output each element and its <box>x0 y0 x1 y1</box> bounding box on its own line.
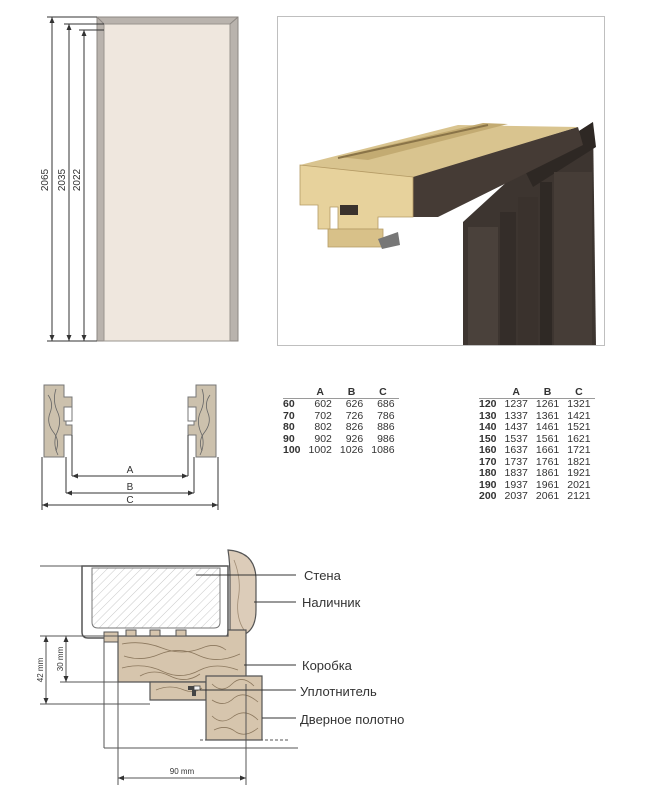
table-cell: 1086 <box>371 444 395 456</box>
frame-width-diagram <box>30 375 240 515</box>
dim-30-label: 30 mm <box>56 646 65 672</box>
table-header-b: B <box>336 385 367 399</box>
dim-2035-label: 2035 <box>57 168 68 192</box>
table-cell: 2121 <box>567 490 591 502</box>
table-cell: 1637 <box>504 444 528 456</box>
table-header-b: B <box>532 385 563 399</box>
table-cell: 1337 <box>504 409 528 422</box>
door-frame-photo <box>277 16 605 346</box>
table-cell: 100 <box>283 444 301 456</box>
table-cell: 602 <box>314 398 332 410</box>
dim-a-label: A <box>126 465 134 476</box>
table-cell: 60 <box>283 398 295 410</box>
door-elevation-drawing <box>0 0 260 360</box>
door-leaf-label: Дверное полотно <box>300 712 405 727</box>
table-row <box>479 445 595 457</box>
table-row <box>479 491 595 503</box>
table-cell: 160 <box>479 444 497 456</box>
dim-2022-label: 2022 <box>72 168 83 192</box>
table-cell: 2061 <box>535 490 560 502</box>
table-cell: 826 <box>345 421 364 433</box>
table-cell: 1237 <box>504 398 528 410</box>
table-cell: 1737 <box>504 455 528 468</box>
wall-label: Стена <box>304 568 341 583</box>
door-frame-section-diagram <box>0 540 650 799</box>
table-cell: 726 <box>345 409 364 422</box>
table-cell: 120 <box>479 398 497 410</box>
table-cell: 1621 <box>567 432 591 445</box>
table-cell: 1521 <box>567 421 591 433</box>
table-cell: 702 <box>314 409 332 422</box>
table-cell: 1026 <box>339 444 364 456</box>
table-cell: 1661 <box>535 444 560 456</box>
table-cell: 200 <box>479 490 497 502</box>
table-cell: 986 <box>377 432 395 445</box>
table-cell: 190 <box>479 478 497 491</box>
table-cell: 886 <box>377 421 395 433</box>
table-cell: 70 <box>283 409 295 422</box>
table-cell: 1261 <box>535 398 560 410</box>
table-header-c: C <box>563 385 594 399</box>
dim-b-label: B <box>126 482 134 493</box>
table-row <box>479 399 595 411</box>
table-cell: 1461 <box>535 421 560 433</box>
table-cell: 130 <box>479 409 497 422</box>
table-cell: 1437 <box>504 421 528 433</box>
table-header-cell <box>283 385 305 399</box>
table-cell: 170 <box>479 455 497 468</box>
table-cell: 902 <box>314 432 332 445</box>
table-cell: 686 <box>377 398 395 410</box>
door-leaf <box>104 24 230 341</box>
table-header-c: C <box>367 385 398 399</box>
table-cell: 1561 <box>535 432 560 445</box>
table-row <box>283 399 399 411</box>
dim-90-label: 90 mm <box>169 767 195 776</box>
table-cell: 140 <box>479 421 497 433</box>
table-cell: 1361 <box>535 409 560 422</box>
table-cell: 2037 <box>504 490 528 502</box>
table-cell: 90 <box>283 432 295 445</box>
table-cell: 150 <box>479 432 497 445</box>
table-cell: 1937 <box>504 478 528 491</box>
table-cell: 1321 <box>567 398 591 410</box>
dim-42-label: 42 mm <box>36 657 45 683</box>
table-cell: 1537 <box>504 432 528 445</box>
frame-label: Коробка <box>302 658 352 673</box>
table-row <box>479 468 595 480</box>
table-cell: 180 <box>479 467 497 479</box>
table-cell: 1837 <box>504 467 528 479</box>
table-row <box>283 422 399 434</box>
table-cell: 626 <box>345 398 364 410</box>
table-cell: 80 <box>283 421 295 433</box>
table-cell: 1002 <box>308 444 332 456</box>
table-header-a: A <box>501 385 532 399</box>
table-row <box>283 445 399 457</box>
table-cell: 802 <box>314 421 332 433</box>
table-cell: 1821 <box>567 455 591 468</box>
casing-label: Наличник <box>302 595 361 610</box>
size-table-narrow <box>283 385 399 457</box>
table-cell: 1761 <box>535 455 560 468</box>
seal-label: Уплотнитель <box>300 684 377 699</box>
table-cell: 1421 <box>567 409 591 422</box>
table-cell: 786 <box>377 409 395 422</box>
table-cell: 1921 <box>567 467 591 479</box>
table-cell: 1861 <box>535 467 560 479</box>
size-table-wide <box>479 385 595 503</box>
table-header-a: A <box>305 385 336 399</box>
table-header-cell <box>479 385 501 399</box>
dim-2065-label: 2065 <box>40 168 51 192</box>
table-cell: 1721 <box>567 444 591 456</box>
table-cell: 2021 <box>567 478 591 491</box>
table-cell: 926 <box>345 432 364 445</box>
table-row <box>479 422 595 434</box>
dim-c-label: C <box>126 495 134 506</box>
table-cell: 1961 <box>535 478 560 491</box>
